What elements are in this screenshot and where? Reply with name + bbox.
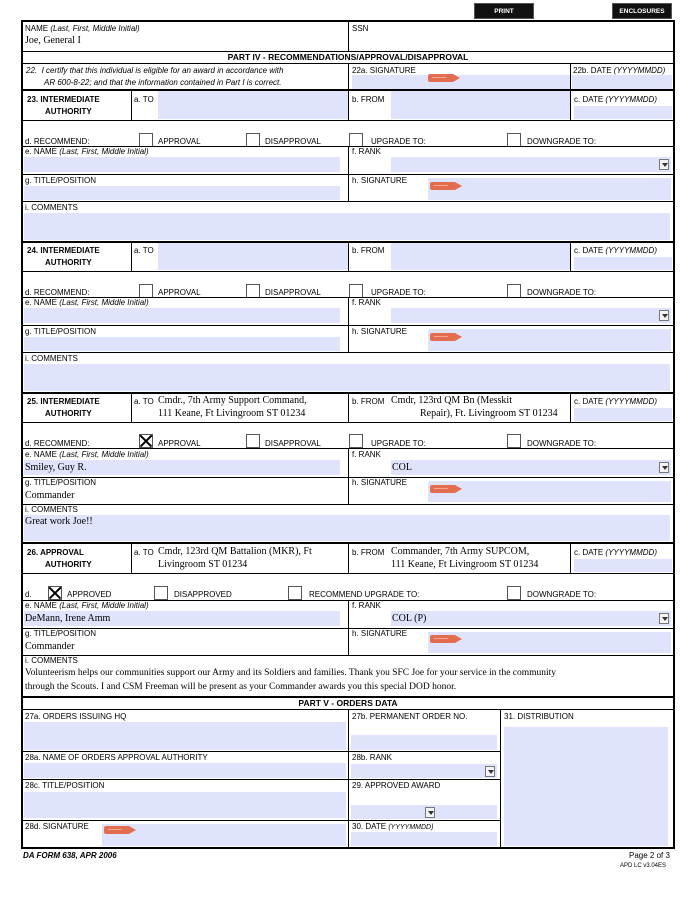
part4-title: PART IV - RECOMMENDATIONS/APPROVAL/DISAPPROVAL	[227, 52, 469, 62]
rank-28b-dropdown[interactable]	[485, 766, 495, 777]
divider	[22, 779, 500, 780]
date-30-label: 30. DATE (YYYYMMDD)	[352, 822, 434, 831]
s25-from-line2[interactable]: Repair), Ft. Livingroom ST 01234	[420, 408, 558, 419]
s24-heading: 24. INTERMEDIATE	[27, 246, 100, 255]
s25-disapproval-label: DISAPPROVAL	[265, 439, 321, 448]
s26-date-field[interactable]	[574, 559, 672, 572]
s26-approved-checkbox[interactable]	[48, 586, 62, 600]
date-22b-label: 22b. DATE (YYYYMMDD)	[573, 66, 666, 75]
s23-signature-field[interactable]	[428, 178, 671, 200]
s26-title-label: g. TITLE/POSITION	[25, 629, 96, 638]
distribution-label: 31. DISTRIBUTION	[504, 712, 574, 721]
s24-signature-field[interactable]	[428, 329, 671, 351]
title-28c-label: 28c. TITLE/POSITION	[25, 781, 105, 790]
s25-authority: AUTHORITY	[45, 409, 92, 418]
s26-name-value[interactable]: DeMann, Irene Amm	[25, 613, 111, 624]
s23-approval-checkbox[interactable]	[139, 133, 153, 147]
s24-upgrade-checkbox[interactable]	[349, 284, 363, 298]
s23-upgrade-label: UPGRADE TO:	[371, 137, 426, 146]
s25-name-label: e. NAME (Last, First, Middle Initial)	[25, 450, 149, 459]
s24-recommend-label: d. RECOMMEND:	[25, 288, 90, 297]
s23-signature-label: h. SIGNATURE	[352, 176, 407, 185]
s24-date-field[interactable]	[574, 257, 672, 270]
s24-downgrade-label: DOWNGRADE TO:	[527, 288, 597, 297]
s24-approval-label: APPROVAL	[158, 288, 201, 297]
divider	[348, 63, 349, 90]
s26-from-line1[interactable]: Commander, 7th Army SUPCOM,	[391, 546, 530, 557]
s26-downgrade-label: DOWNGRADE TO:	[527, 590, 597, 599]
s23-heading: 23. INTERMEDIATE	[27, 95, 100, 104]
frame-right	[673, 20, 675, 848]
divider	[22, 820, 500, 821]
divider	[22, 751, 500, 752]
s26-signature-field[interactable]	[428, 632, 671, 653]
orders-hq-field[interactable]	[24, 722, 346, 750]
s25-upgrade-label: UPGRADE TO:	[371, 439, 426, 448]
divider	[570, 63, 571, 90]
s23-authority: AUTHORITY	[45, 107, 92, 116]
s24-rank-field[interactable]	[391, 308, 671, 323]
version-label: APD LC v3.04ES	[620, 863, 667, 869]
frame-left	[21, 20, 23, 848]
s26-to-line1[interactable]: Cmdr, 123rd QM Battalion (MKR), Ft	[158, 546, 312, 557]
s23-rank-label: f. RANK	[352, 147, 381, 156]
s26-disapproved-label: DISAPPROVED	[174, 590, 232, 599]
divider	[22, 422, 674, 423]
s25-to-line1[interactable]: Cmdr., 7th Army Support Command,	[158, 395, 307, 406]
s26-rank-value[interactable]: COL (P)	[392, 613, 427, 624]
divider	[22, 120, 674, 121]
s23-downgrade-label: DOWNGRADE TO:	[527, 137, 597, 146]
divider	[22, 655, 674, 656]
s26-rank-label: f. RANK	[352, 601, 381, 610]
s26-signature-label: h. SIGNATURE	[352, 629, 407, 638]
divider	[131, 543, 132, 573]
divider	[348, 21, 349, 51]
divider	[348, 90, 349, 120]
s24-authority: AUTHORITY	[45, 258, 92, 267]
s24-name-field[interactable]	[24, 308, 340, 323]
s26-comments-line1[interactable]: Volunteerism helps our communities support our Army and its Soldiers and families. Thank you SFC Joe for your service in the community	[25, 668, 557, 678]
s25-title-label: g. TITLE/POSITION	[25, 478, 96, 487]
divider	[22, 201, 674, 202]
s23-title-label: g. TITLE/POSITION	[25, 176, 96, 185]
divider	[22, 352, 674, 353]
s26-from-label: b. FROM	[352, 548, 385, 557]
divider	[348, 543, 349, 573]
s25-to-line2[interactable]: 111 Keane, Ft Livingroom ST 01234	[158, 408, 306, 419]
approved-award-dropdown[interactable]	[425, 807, 435, 818]
title-28c-field[interactable]	[24, 792, 346, 818]
s26-rank-field[interactable]	[391, 611, 671, 626]
divider	[348, 146, 349, 174]
s25-disapproval-checkbox[interactable]	[246, 434, 260, 448]
s25-downgrade-checkbox[interactable]	[507, 434, 521, 448]
s25-signature-label: h. SIGNATURE	[352, 478, 407, 487]
part5-title: PART V - ORDERS DATA	[298, 698, 398, 708]
divider	[500, 709, 501, 848]
divider	[22, 271, 674, 272]
s23-name-field[interactable]	[24, 157, 340, 172]
s23-comments-label: i. COMMENTS	[25, 203, 78, 212]
rank-28b-field[interactable]	[351, 764, 497, 778]
orders-hq-label: 27a. ORDERS ISSUING HQ	[25, 712, 127, 721]
divider	[348, 242, 349, 271]
cert-line1: 22. I certify that this individual is eligible for an award in accordance with	[26, 66, 284, 75]
s25-rank-dropdown[interactable]	[659, 462, 669, 473]
s24-rank-label: f. RANK	[352, 298, 381, 307]
s26-disapproved-checkbox[interactable]	[154, 586, 168, 600]
s23-recommend-label: d. RECOMMEND:	[25, 137, 90, 146]
s25-upgrade-checkbox[interactable]	[349, 434, 363, 448]
s23-to-label: a. TO	[134, 95, 154, 104]
s26-recommend-upgrade-checkbox[interactable]	[288, 586, 302, 600]
s26-authority: AUTHORITY	[45, 560, 92, 569]
s24-comments-label: i. COMMENTS	[25, 354, 78, 363]
s24-disapproval-label: DISAPPROVAL	[265, 288, 321, 297]
divider	[22, 573, 674, 574]
s23-date-label: c. DATE (YYYYMMDD)	[574, 95, 657, 104]
s24-signature-label: h. SIGNATURE	[352, 327, 407, 336]
s25-rank-label: f. RANK	[352, 450, 381, 459]
s25-name-value[interactable]: Smiley, Guy R.	[25, 462, 87, 473]
s23-from-label: b. FROM	[352, 95, 385, 104]
s26-to-line2[interactable]: Livingroom ST 01234	[158, 559, 248, 570]
s23-date-field[interactable]	[574, 106, 672, 119]
s24-name-label: e. NAME (Last, First, Middle Initial)	[25, 298, 149, 307]
divider	[348, 448, 349, 477]
name-value[interactable]: Joe, General I	[25, 35, 81, 46]
date-30-field[interactable]	[351, 832, 497, 846]
divider	[131, 90, 132, 120]
s23-comments-field[interactable]	[24, 213, 670, 240]
s26-name-label: e. NAME (Last, First, Middle Initial)	[25, 601, 149, 610]
approval-authority-field[interactable]	[24, 763, 346, 778]
s23-title-field[interactable]	[24, 186, 340, 200]
s25-approval-label: APPROVAL	[158, 439, 201, 448]
s24-downgrade-checkbox[interactable]	[507, 284, 521, 298]
divider	[570, 543, 571, 573]
date-22b-field[interactable]	[572, 75, 672, 89]
approval-authority-label: 28a. NAME OF ORDERS APPROVAL AUTHORITY	[25, 753, 208, 762]
signature-22a-field[interactable]	[352, 75, 570, 89]
s24-from-field[interactable]	[391, 243, 570, 270]
signature-28d-field[interactable]	[102, 824, 346, 846]
s24-date-label: c. DATE (YYYYMMDD)	[574, 246, 657, 255]
s23-from-field[interactable]	[391, 91, 570, 119]
s25-comments-value[interactable]: Great work Joe!!	[25, 516, 93, 527]
s24-comments-field[interactable]	[24, 364, 670, 391]
cert-line2: AR 600-8-22; and that the information contained in Part I is correct.	[44, 78, 282, 87]
s26-comments-label: i. COMMENTS	[25, 656, 78, 665]
s23-disapproval-label: DISAPPROVAL	[265, 137, 321, 146]
s24-approval-checkbox[interactable]	[139, 284, 153, 298]
s26-downgrade-checkbox[interactable]	[507, 586, 521, 600]
s24-to-label: a. TO	[134, 246, 154, 255]
s25-rank-value[interactable]: COL	[392, 462, 412, 473]
s26-date-label: c. DATE (YYYYMMDD)	[574, 548, 657, 557]
divider	[348, 600, 349, 628]
enclosures-button[interactable]: ENCLOSURES	[612, 3, 672, 19]
rank-28b-label: 28b. RANK	[352, 753, 393, 762]
s25-to-label: a. TO	[134, 397, 154, 406]
form-number: DA FORM 638, APR 2006	[23, 851, 117, 860]
s24-disapproval-checkbox[interactable]	[246, 284, 260, 298]
s24-upgrade-label: UPGRADE TO:	[371, 288, 426, 297]
divider	[348, 477, 349, 504]
s23-downgrade-checkbox[interactable]	[507, 133, 521, 147]
approved-award-label: 29. APPROVED AWARD	[352, 781, 441, 790]
s23-rank-field[interactable]	[391, 157, 671, 172]
divider	[570, 242, 571, 271]
distribution-field[interactable]	[504, 727, 668, 846]
s26-title-value[interactable]: Commander	[25, 641, 75, 652]
divider	[22, 504, 674, 505]
approved-award-field[interactable]	[351, 805, 497, 819]
divider	[348, 393, 349, 422]
s26-heading: 26. APPROVAL	[27, 548, 84, 557]
name-label: NAME (Last, First, Middle Initial)	[25, 24, 140, 33]
divider	[348, 297, 349, 325]
s25-date-label: c. DATE (YYYYMMDD)	[574, 397, 657, 406]
s25-approval-checkbox[interactable]	[139, 434, 153, 448]
s24-from-label: b. FROM	[352, 246, 385, 255]
s25-date-field[interactable]	[574, 408, 672, 421]
divider	[348, 325, 349, 353]
s24-rank-dropdown[interactable]	[659, 310, 669, 321]
s26-from-line2[interactable]: 111 Keane, Ft Livingroom ST 01234	[391, 559, 539, 570]
s23-disapproval-checkbox[interactable]	[246, 133, 260, 147]
s25-from-label: b. FROM	[352, 397, 385, 406]
divider	[570, 90, 571, 120]
divider	[348, 628, 349, 655]
s23-name-label: e. NAME (Last, First, Middle Initial)	[25, 147, 149, 156]
divider	[348, 174, 349, 202]
s26-rank-dropdown[interactable]	[659, 613, 669, 624]
s25-recommend-label: d. RECOMMEND:	[25, 439, 90, 448]
print-button[interactable]: PRINT	[474, 3, 534, 19]
page-number: Page 2 of 3	[629, 851, 670, 860]
s23-approval-label: APPROVAL	[158, 137, 201, 146]
s24-title-label: g. TITLE/POSITION	[25, 327, 96, 336]
divider	[131, 242, 132, 271]
s23-rank-dropdown[interactable]	[659, 159, 669, 170]
s25-rank-field[interactable]	[391, 460, 671, 475]
s25-heading: 25. INTERMEDIATE	[27, 397, 100, 406]
s25-downgrade-label: DOWNGRADE TO:	[527, 439, 597, 448]
s24-to-field[interactable]	[158, 243, 348, 270]
ssn-label: SSN	[352, 24, 369, 33]
signature-22a-label: 22a. SIGNATURE	[352, 66, 416, 75]
s25-comments-field[interactable]	[24, 515, 670, 541]
s26-to-label: a. TO	[134, 548, 154, 557]
s25-title-value[interactable]: Commander	[25, 490, 75, 501]
s25-from-line1[interactable]: Cmdr, 123rd QM Bn (Messkit	[391, 395, 512, 406]
divider	[131, 393, 132, 422]
s23-upgrade-checkbox[interactable]	[349, 133, 363, 147]
s23-to-field[interactable]	[158, 91, 348, 119]
s25-signature-field[interactable]	[428, 481, 671, 502]
signature-28d-label: 28d. SIGNATURE	[25, 822, 89, 831]
s26-recommend-upgrade-label: RECOMMEND UPGRADE TO:	[309, 590, 420, 599]
divider	[570, 393, 571, 422]
permanent-order-label: 27b. PERMANENT ORDER NO.	[352, 712, 468, 721]
s25-comments-label: i. COMMENTS	[25, 505, 78, 514]
permanent-order-field[interactable]	[351, 735, 497, 750]
s26-comments-line2[interactable]: through the Scouts. I and CSM Freeman will be present as your Commander awards you this special DOD honor.	[25, 682, 457, 692]
s26-d-label: d.	[25, 590, 32, 599]
s26-approved-label: APPROVED	[67, 590, 112, 599]
s24-title-field[interactable]	[24, 337, 340, 351]
